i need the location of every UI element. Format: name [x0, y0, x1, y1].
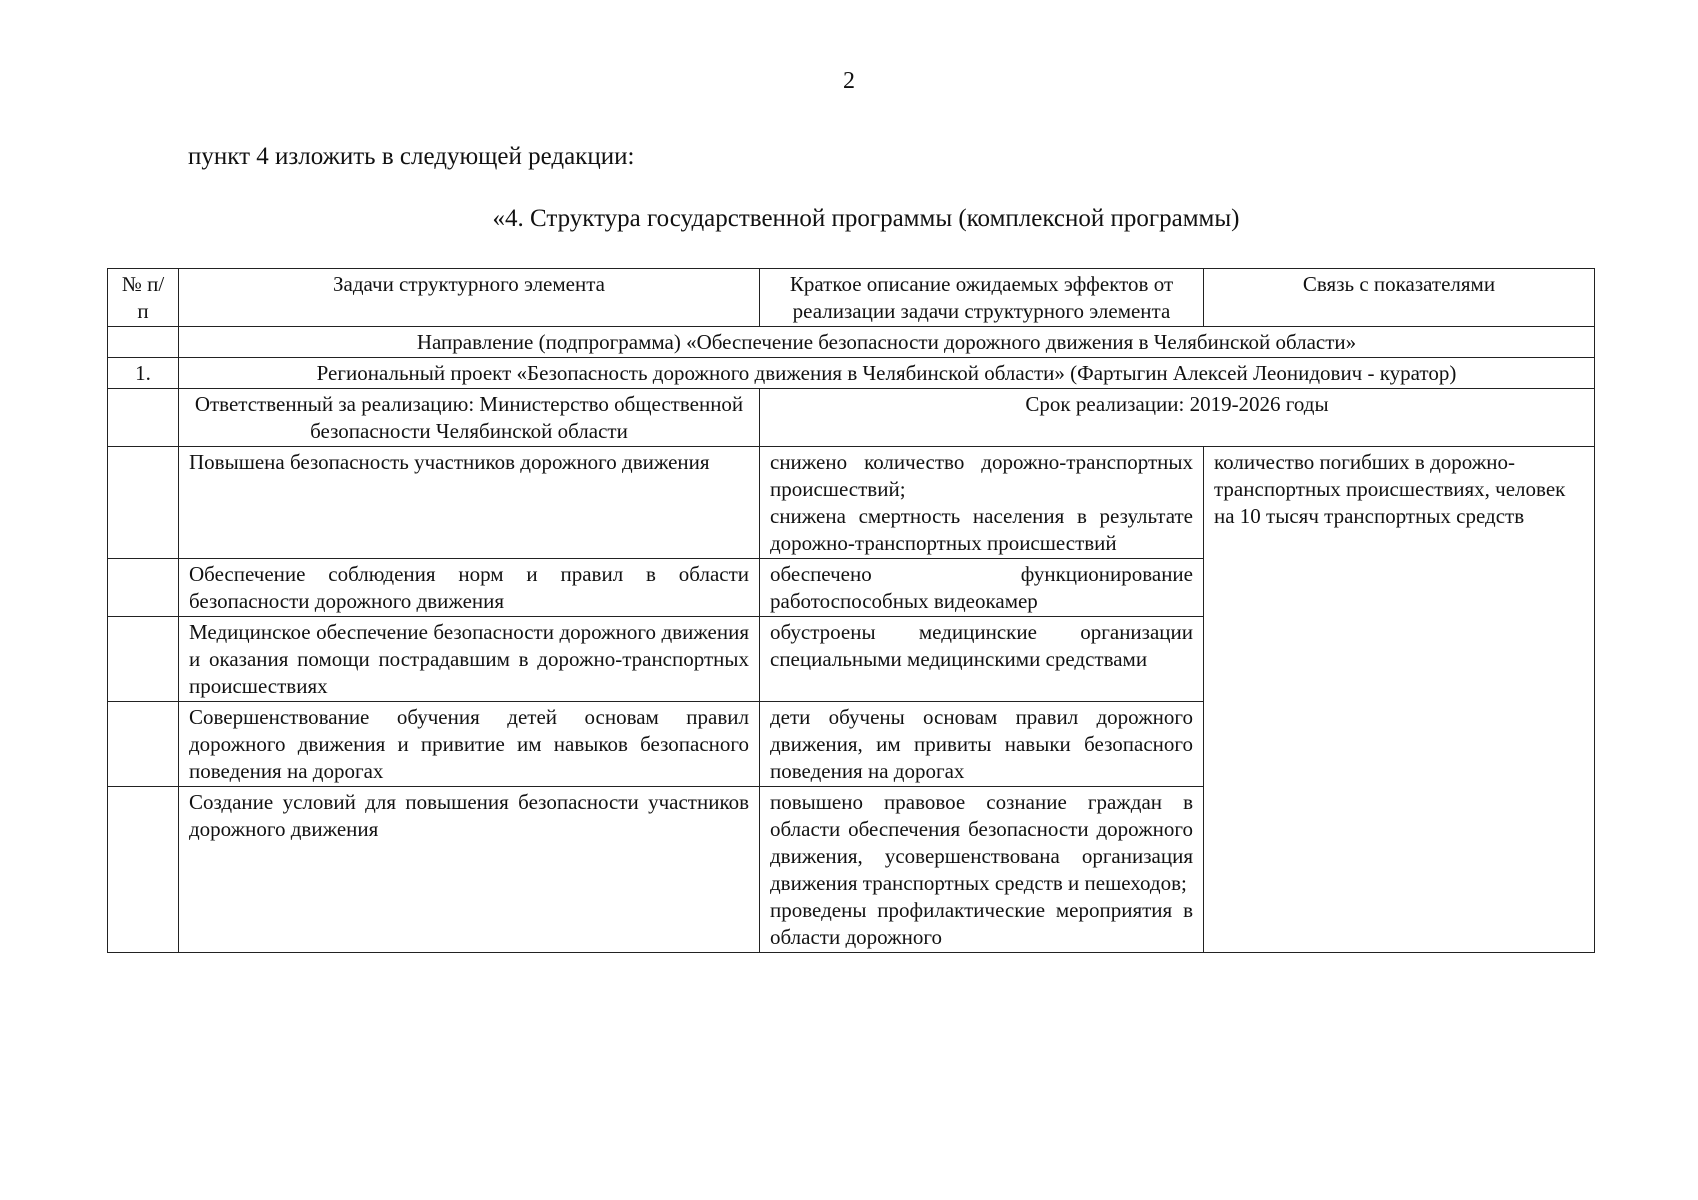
effects-cell: [760, 617, 1204, 702]
task-cell: Медицинское обеспечение безопасности дорожного движения и оказания помощи пострадавшим в дорожно-транспортных происшествиях: [179, 617, 760, 702]
direction-row: [108, 327, 1595, 358]
project-row: [108, 358, 1595, 389]
header-effects: Краткое описание ожидаемых эффектов от реализации задачи структурного элемента: [760, 269, 1204, 327]
responsible-row: [108, 389, 1595, 447]
effect-item: обеспечено функционирование работоспособных видеокамер: [770, 562, 1193, 613]
effects-cell: [760, 702, 1204, 787]
period-text: Срок реализации: 2019-2026 годы: [760, 389, 1595, 447]
structure-table: [107, 268, 1595, 953]
page-number: 2: [843, 68, 855, 94]
direction-text: Направление (подпрограмма) «Обеспечение безопасности дорожного движения в Челябинской области»: [179, 327, 1595, 358]
task-cell: Обеспечение соблюдения норм и правил в области безопасности дорожного движения: [179, 559, 760, 617]
header-link: Связь с показателями: [1204, 269, 1595, 327]
effect-item: снижена смертность населения в результате дорожно-транспортных происшествий: [770, 504, 1193, 555]
task-cell: Повышена безопасность участников дорожного движения: [179, 447, 760, 559]
table-header-row: [108, 269, 1595, 327]
row-number-cell: [108, 702, 179, 787]
intro-text: пункт 4 изложить в следующей редакции:: [188, 143, 635, 170]
row-number-cell: [108, 617, 179, 702]
effect-item: повышено правовое сознание граждан в области обеспечения безопасности дорожного движения, усовершенствована организация движения транспортных средств и пешеходов;: [770, 790, 1193, 895]
effect-item: дети обучены основам правил дорожного движения, им привиты навыки безопасного поведения на дорогах: [770, 705, 1193, 783]
project-text: Региональный проект «Безопасность дорожного движения в Челябинской области» (Фартыгин Алексей Леонидович - куратор): [179, 358, 1595, 389]
effect-item: снижено количество дорожно-транспортных происшествий;: [770, 450, 1193, 501]
effect-item: проведены профилактические мероприятия в области дорожного: [770, 898, 1193, 949]
effect-item: обустроены медицинские организации специальными медицинскими средствами: [770, 620, 1193, 671]
row-number-cell: [108, 447, 179, 559]
row-number-cell: [108, 559, 179, 617]
responsible-text: Ответственный за реализацию: Министерство общественной безопасности Челябинской области: [179, 389, 760, 447]
task-cell: Создание условий для повышения безопасности участников дорожного движения: [179, 787, 760, 953]
header-number: № п/п: [108, 269, 179, 327]
effects-cell: [760, 787, 1204, 953]
direction-number-cell: [108, 327, 179, 358]
effects-cell: [760, 559, 1204, 617]
responsible-number-cell: [108, 389, 179, 447]
indicator-link-cell: количество погибших в дорожно-транспортных происшествиях, человек на 10 тысяч транспортных средств: [1204, 447, 1595, 953]
section-title: «4. Структура государственной программы (комплексной программы): [492, 205, 1240, 232]
header-tasks: Задачи структурного элемента: [179, 269, 760, 327]
task-cell: Совершенствование обучения детей основам правил дорожного движения и привитие им навыков безопасного поведения на дорогах: [179, 702, 760, 787]
effects-cell: [760, 447, 1204, 559]
table-row: [108, 447, 1595, 559]
project-number: 1.: [108, 358, 179, 389]
row-number-cell: [108, 787, 179, 953]
